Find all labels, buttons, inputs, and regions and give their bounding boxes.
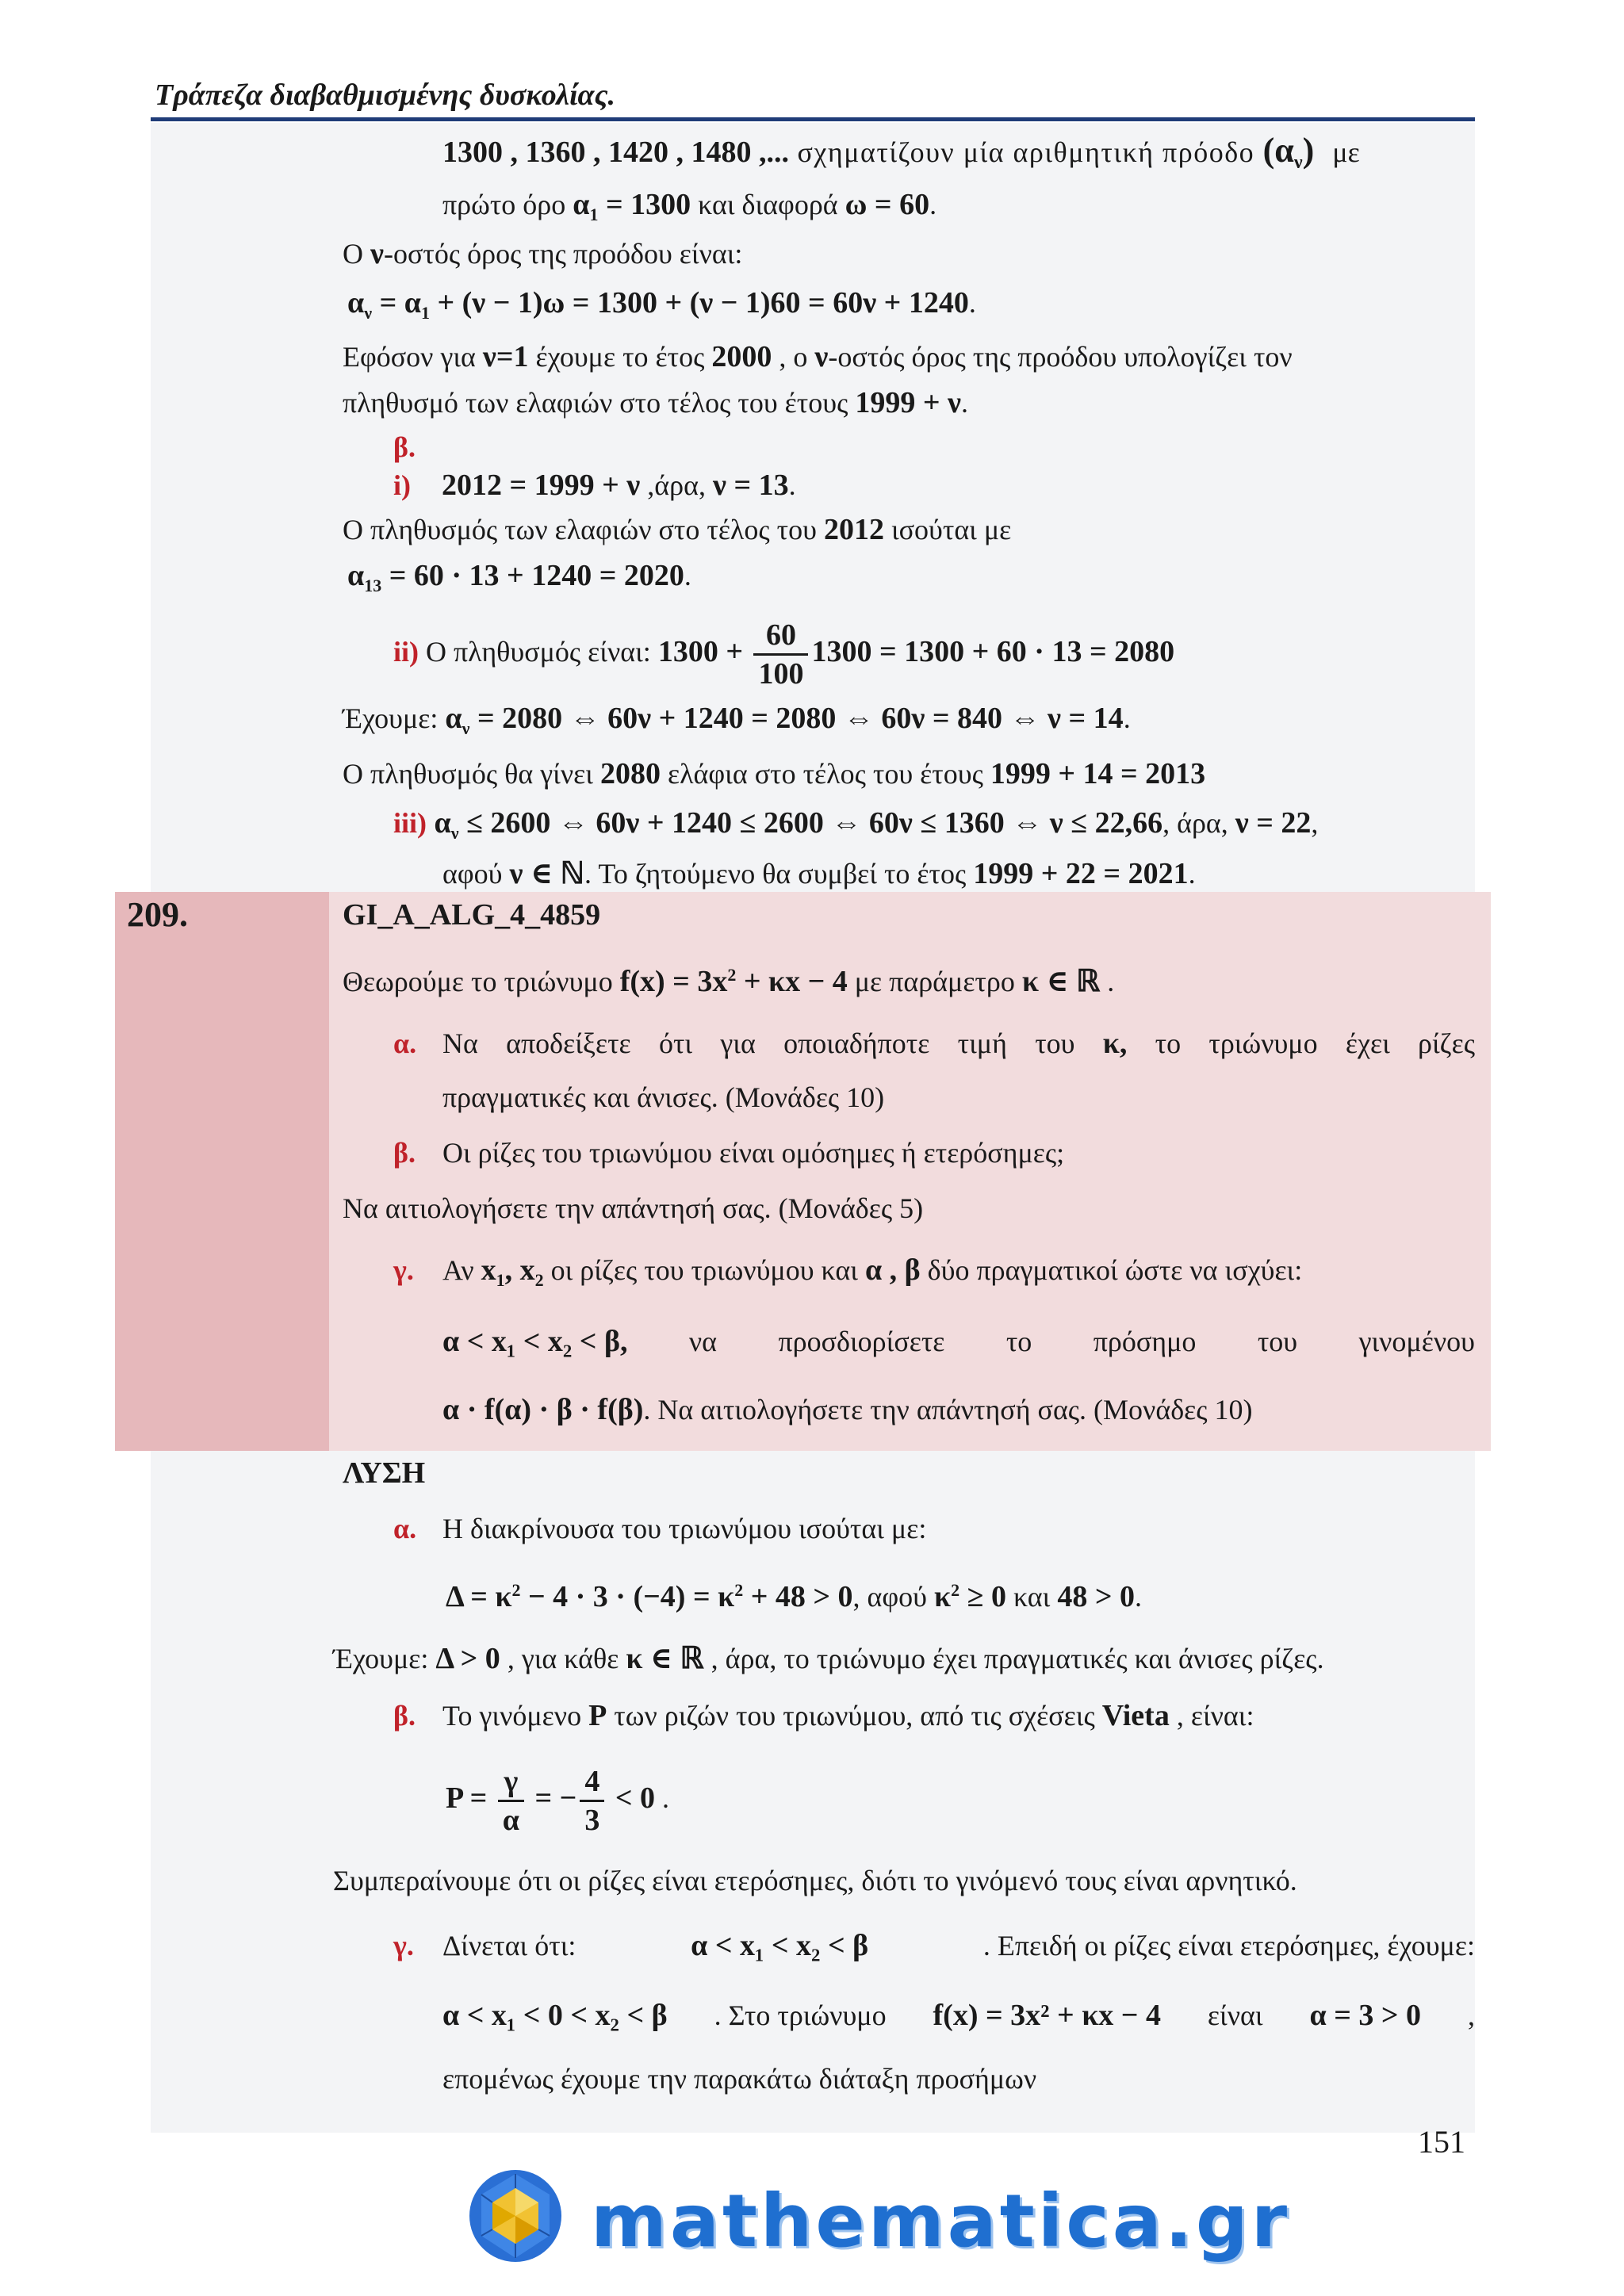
fraction-gamma-alpha: $\frac{\gamma}{\alpha}$ [498, 1763, 524, 1839]
solution-title: ΛΥΣΗ [343, 1456, 426, 1490]
problem-number: 209. [127, 895, 188, 934]
problem-part-g-line1: Αν $x_1$, $x_2$ οι ρίζες του τριωνύμου και α , β δύο πραγματικοί ώστε να ισχύει: [442, 1253, 1303, 1291]
prev-line-4: $\alpha_\nu = \alpha_1 + (\nu - 1)\omega = 1300 + (\nu - 1)60 = 60\nu + 1240$. [347, 286, 976, 323]
solution-a-text: Η διακρίνουσα του τριωνύμου ισούται με: [442, 1513, 927, 1544]
prev-line-9: Ο πληθυσμός των ελαφιών στο τέλος του 2012 ισούται με [343, 513, 1012, 546]
problem-part-g-line2: α < x₁ < x₂ < β, να προσδιορίσετε το πρόσημο του γινομένου [442, 1325, 1475, 1358]
problem-code: GI_A_ALG_4_4859 [343, 898, 601, 932]
solution-g-label: γ. [393, 1930, 414, 1961]
solution-g-line3: επομένως έχουμε την παρακάτω διάταξη προσήμων [442, 2063, 1037, 2095]
prev-line-5: Εφόσον για ν=1 έχουμε το έτος 2000 , ο ν-οστός όρος της προόδου υπολογίζει τον [343, 340, 1293, 373]
prev-line-10: $\alpha_{13} = 60 \cdot 13 + 1240 = 2020$. [347, 559, 691, 596]
fraction-60-100: $\frac{60}{100}$ [753, 617, 808, 692]
solution-g-line1: Δίνεται ότι: α < x₁ < x₂ < β . Επειδή οι ρίζες είναι ετερόσημες, έχουμε: [442, 1929, 1475, 1962]
problem-part-g-label: γ. [393, 1254, 414, 1286]
prev-line-ii: ii) Ο πληθυσμός είναι: 1300 + $\frac{60}{100}$ 1300 = 1300 + 60 · 13 = 2080 [393, 618, 1175, 691]
solution-b-conclusion: Συμπεραίνουμε ότι οι ρίζες είναι ετερόσημες, διότι το γινόμενό τους είναι αρνητικό. [333, 1865, 1297, 1896]
problem-part-b-line2: Να αιτιολογήσετε την απάντησή σας. (Μονάδες 5) [343, 1192, 924, 1224]
prev-line-12: Έχουμε: $\alpha_\nu = 2080$ ⇔ 60ν + 1240 = 2080 ⇔ 60ν = 840 ⇔ ν = 14. [343, 702, 1131, 739]
problem-part-b-label: β. [393, 1137, 416, 1169]
problem-part-b-text: Οι ρίζες του τριωνύμου είναι ομόσημες ή ετερόσημες; [442, 1137, 1065, 1169]
prev-line-iii: iii) $\alpha_\nu \le 2600$ ⇔ 60ν + 1240 ≤ 2600 ⇔ 60ν ≤ 1360 ⇔ ν ≤ 22,66, άρα, ν = 22, [393, 806, 1319, 844]
prev-line-2: πρώτο όρο $\alpha_1 = 1300$ και διαφορά ω = 60. [442, 188, 937, 225]
site-logo[interactable] [464, 2164, 1291, 2267]
solution-b-text: Το γινόμενο P των ριζών του τριωνύμου, από τις σχέσεις Vieta , είναι: [442, 1699, 1254, 1732]
solution-b-label: β. [393, 1700, 416, 1732]
prev-line-6: πληθυσμό των ελαφιών στο τέλος του έτους 1999 + ν. [343, 386, 968, 419]
fraction-4-3: $\frac{4}{3}$ [580, 1763, 604, 1839]
logo-text: mathematica.gr [591, 2179, 1291, 2263]
solution-a-conclusion: Έχουμε: Δ > 0 , για κάθε κ ∈ ℝ , άρα, το τριώνυμο έχει πραγματικές και άνισες ρίζες. [333, 1642, 1324, 1675]
page-header-title: Τράπεζα διαβαθμισμένης δυσκολίας. [155, 78, 616, 112]
solution-b-equation: P = $\frac{\gamma}{\alpha}$ = − $\frac{4}{3}$ < 0 . [446, 1765, 669, 1838]
polyhedron-logo-icon [464, 2164, 567, 2267]
solution-a-equation: $\Delta = \kappa^2 - 4 \cdot 3 \cdot (-4) = \kappa^2 + 48 > 0$, αφού $\kappa^2 \ge 0$ και 48 > 0. [446, 1580, 1142, 1613]
solution-g-line2: α < x₁ < 0 < x₂ < β . Στο τριώνυμο f(x) = 3x² + κx − 4 είναι α = 3 > 0 , [442, 1999, 1475, 2032]
part-beta-label: β. [393, 431, 416, 463]
problem-part-g-line3: α · f(α) · β · f(β). Να αιτιολογήσετε την απάντησή σας. (Μονάδες 10) [442, 1393, 1253, 1426]
prev-line-15: αφού ν ∈ ℕ. Το ζητούμενο θα συμβεί το έτος 1999 + 22 = 2021. [442, 857, 1196, 890]
page-number: 151 [1418, 2124, 1465, 2160]
problem-part-a-line2: πραγματικές και άνισες. (Μονάδες 10) [442, 1081, 885, 1113]
prev-line-13: Ο πληθυσμός θα γίνει 2080 ελάφια στο τέλος του έτους 1999 + 14 = 2013 [343, 757, 1206, 790]
prev-line-3: Ο ν-οστός όρος της προόδου είναι: [343, 237, 743, 270]
prev-line-i: i) 2012 = 1999 + ν ,άρα, ν = 13. [393, 469, 796, 502]
problem-part-a-label: α. [393, 1027, 417, 1059]
solution-a-label: α. [393, 1513, 417, 1544]
problem-intro: Θεωρούμε το τριώνυμο $f(x) = 3x^2 + \kappa x - 4$ με παράμετρο κ ∈ ℝ . [343, 965, 1115, 998]
header-rule [151, 117, 1475, 121]
problem-part-a-line1: Να αποδείξετε ότι για οποιαδήποτε τιμή του κ, το τριώνυμο έχει ρίζες [442, 1027, 1475, 1060]
problem-number-cell [115, 892, 329, 1451]
prev-line-1: 1300 , 1360 , 1420 , 1480 ,... σχηματίζουν μία αριθμητική πρόοδο $(\alpha_\nu)$ με [442, 131, 1360, 174]
